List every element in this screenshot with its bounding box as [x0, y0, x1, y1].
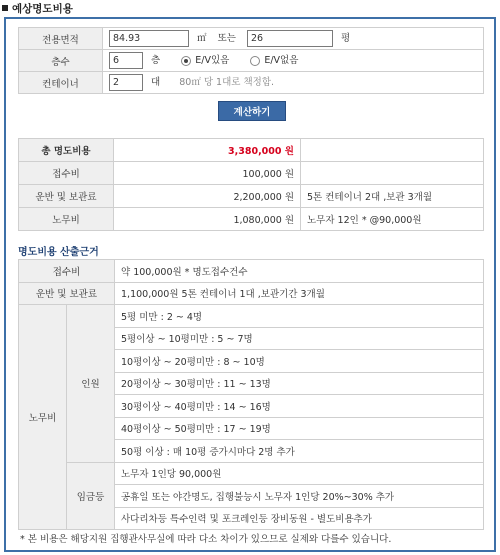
floor-row	[19, 50, 484, 72]
result-value: 2,200,000 원	[114, 185, 301, 208]
floor-label: 층수	[19, 50, 103, 72]
container-hint: 80㎡ 당 1대로 책정함.	[179, 77, 275, 88]
transport-basis-text: 1,100,000원 5톤 컨테이너 1대 ,보관기간 3개월	[115, 282, 484, 305]
transport-basis-row	[19, 282, 484, 305]
basis-table	[18, 259, 484, 530]
ev-yes-label: E/V있음	[195, 55, 230, 66]
container-row	[19, 72, 484, 94]
result-row	[19, 208, 484, 231]
container-unit: 대	[151, 77, 161, 88]
floor-input[interactable]	[109, 52, 143, 69]
personnel-item: 50평 이상 : 매 10평 증가시마다 2명 추가	[115, 440, 484, 463]
result-note: 노무자 12인 * @90,000원	[301, 208, 484, 231]
area-row	[19, 28, 484, 50]
input-table	[18, 27, 484, 94]
area-label: 전용면적	[19, 28, 103, 50]
container-label: 컨테이너	[19, 72, 103, 94]
wage-row	[19, 462, 484, 485]
personnel-label: 인원	[67, 305, 115, 463]
result-label: 노무비	[19, 208, 114, 231]
calculator-panel	[4, 17, 496, 552]
container-input[interactable]	[109, 74, 143, 91]
bullet-square-icon	[2, 5, 8, 11]
calculate-button[interactable]: 계산하기	[218, 101, 286, 121]
personnel-item: 40평이상 ~ 50평미만 : 17 ~ 19명	[115, 417, 484, 440]
floor-unit: 층	[151, 55, 161, 66]
result-label: 운반 및 보관료	[19, 185, 114, 208]
ev-yes-radio[interactable]	[181, 56, 191, 66]
wage-item: 공휴일 또는 야간명도, 집행불능시 노무자 1인당 20%~30% 추가	[115, 485, 484, 508]
ev-no-label: E/V없음	[264, 55, 299, 66]
total-value: 3,380,000 원	[114, 139, 301, 162]
personnel-item: 5평 미만 : 2 ~ 4명	[115, 305, 484, 328]
reception-basis-row	[19, 260, 484, 283]
result-note: 5톤 컨테이너 2대 ,보관 3개월	[301, 185, 484, 208]
result-table	[18, 138, 484, 231]
wage-item: 노무자 1인당 90,000원	[115, 462, 484, 485]
result-value: 1,080,000 원	[114, 208, 301, 231]
total-row	[19, 139, 484, 162]
result-label: 접수비	[19, 162, 114, 185]
result-value: 100,000 원	[114, 162, 301, 185]
wage-label: 임금등	[67, 462, 115, 530]
result-row	[19, 185, 484, 208]
area-pyeong-input[interactable]	[247, 30, 333, 47]
personnel-item: 30평이상 ~ 40평미만 : 14 ~ 16명	[115, 395, 484, 418]
footnote: * 본 비용은 해당지원 집행관사무실에 따라 다소 차이가 있으므로 실제와 다를수 있습니다.	[20, 534, 392, 545]
area-m2-unit: ㎡	[197, 33, 207, 44]
result-note	[301, 162, 484, 185]
personnel-item: 10평이상 ~ 20평미만 : 8 ~ 10명	[115, 350, 484, 373]
total-label: 총 명도비용	[19, 139, 114, 162]
labor-basis-label: 노무비	[19, 305, 67, 530]
basis-section-title: 명도비용 산출근거	[18, 247, 99, 258]
total-note	[301, 139, 484, 162]
personnel-item: 20평이상 ~ 30평미만 : 11 ~ 13명	[115, 372, 484, 395]
or-label: 또는	[217, 33, 236, 44]
page-title	[2, 0, 73, 16]
area-m2-input[interactable]	[109, 30, 189, 47]
transport-basis-label: 운반 및 보관료	[19, 282, 115, 305]
wage-item: 사다리차등 특수인력 및 포크레인등 장비동원 - 별도비용추가	[115, 507, 484, 530]
ev-no-radio[interactable]	[250, 56, 260, 66]
personnel-row	[19, 305, 484, 328]
page-title-text: 예상명도비용	[12, 2, 73, 15]
reception-basis-text: 약 100,000원 * 명도접수건수	[115, 260, 484, 283]
personnel-item: 5평이상 ~ 10평미만 : 5 ~ 7명	[115, 327, 484, 350]
result-row	[19, 162, 484, 185]
reception-basis-label: 접수비	[19, 260, 115, 283]
area-pyeong-unit: 평	[341, 33, 351, 44]
